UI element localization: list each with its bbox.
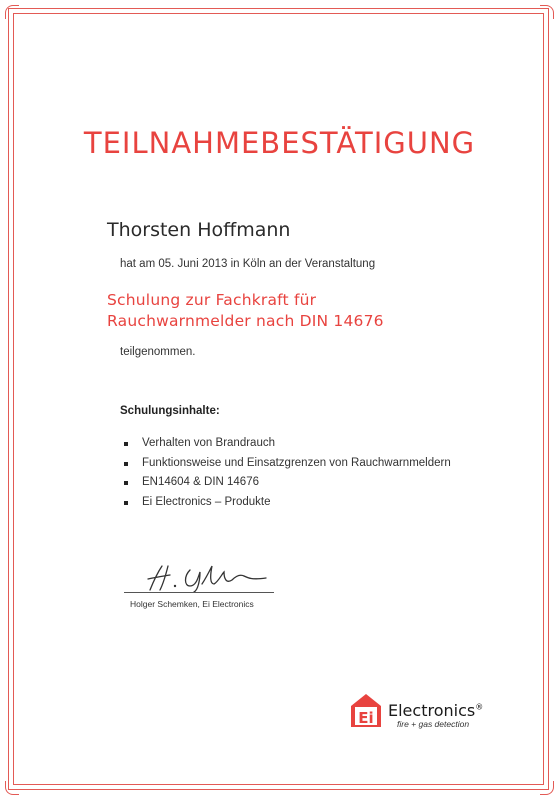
logo-mark-text: Ei bbox=[358, 709, 374, 727]
course-title-line-1: Schulung zur Fachkraft für bbox=[107, 291, 317, 309]
list-item-text: Funktionsweise und Einsatzgrenzen von Rauchwarnmeldern bbox=[142, 456, 451, 469]
list-item-text: Verhalten von Brandrauch bbox=[142, 437, 275, 449]
company-logo bbox=[349, 692, 499, 732]
list-item bbox=[124, 434, 451, 454]
certificate-title: TEILNAHMEBESTÄTIGUNG bbox=[83, 126, 476, 160]
list-item bbox=[124, 473, 451, 493]
signatory-caption: Holger Schemken, Ei Electronics bbox=[130, 599, 254, 609]
handwritten-signature bbox=[140, 562, 270, 594]
course-title-line-2: Rauchwarnmelder nach DIN 14676 bbox=[107, 312, 384, 330]
bullet-icon bbox=[124, 501, 128, 505]
list-item bbox=[124, 493, 451, 513]
frame-corner-ornament bbox=[5, 781, 19, 795]
list-item-text: EN14604 & DIN 14676 bbox=[142, 476, 259, 488]
participant-name: Thorsten Hoffmann bbox=[107, 219, 291, 241]
contents-heading: Schulungsinhalte: bbox=[120, 405, 220, 417]
frame-corner-ornament bbox=[540, 781, 554, 795]
logo-tagline: fire + gas detection bbox=[397, 719, 470, 729]
bullet-icon bbox=[124, 462, 128, 466]
frame-corner-ornament bbox=[5, 5, 19, 19]
bullet-icon bbox=[124, 442, 128, 446]
course-title bbox=[107, 290, 384, 332]
ei-house-icon bbox=[349, 692, 383, 728]
registered-mark: ® bbox=[475, 702, 484, 712]
list-item bbox=[124, 454, 451, 474]
logo-wordmark bbox=[388, 701, 483, 720]
list-item-text: Ei Electronics – Produkte bbox=[142, 495, 271, 508]
logo-wordmark-text: Electronics bbox=[388, 701, 476, 720]
frame-corner-ornament bbox=[540, 5, 554, 19]
bullet-icon bbox=[124, 481, 128, 485]
contents-list bbox=[124, 434, 451, 512]
signature-line bbox=[124, 592, 274, 593]
participated-text: teilgenommen. bbox=[120, 346, 196, 358]
event-description: hat am 05. Juni 2013 in Köln an der Veranstaltung bbox=[120, 258, 376, 270]
